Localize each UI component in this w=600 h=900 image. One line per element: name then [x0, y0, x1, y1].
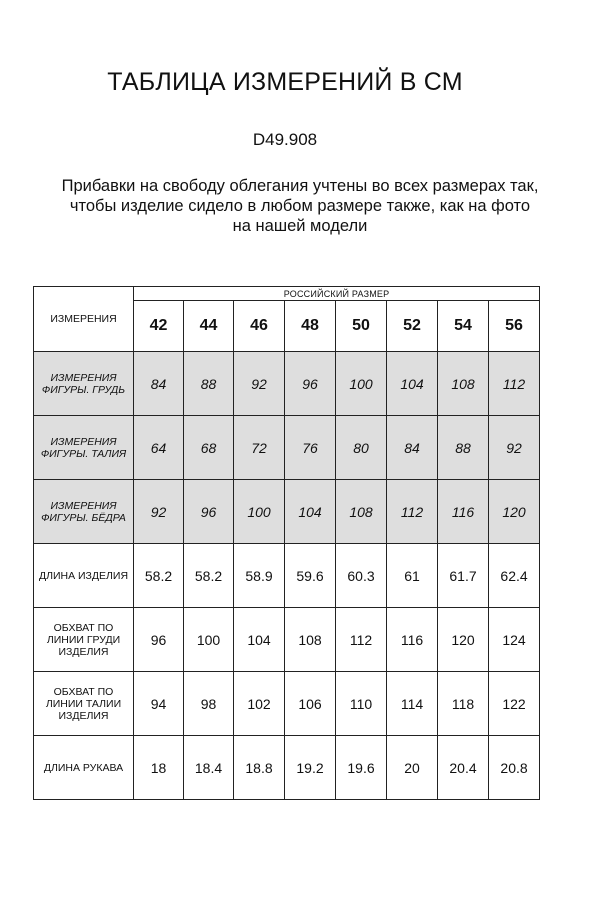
value-cell: 84	[387, 416, 438, 480]
value-cell: 64	[134, 416, 184, 480]
value-cell: 88	[184, 352, 234, 416]
fit-note-line: Прибавки на свободу облегания учтены во всех размерах так,	[61, 177, 539, 195]
value-cell: 19.2	[285, 736, 336, 800]
value-cell: 110	[336, 672, 387, 736]
value-cell: 122	[489, 672, 540, 736]
size-cell: 42	[134, 301, 184, 352]
row-label: ДЛИНА РУКАВА	[34, 736, 134, 800]
value-cell: 116	[387, 608, 438, 672]
page-title: ТАБЛИЦА ИЗМЕРЕНИЙ В СМ	[107, 68, 463, 96]
value-cell: 104	[234, 608, 285, 672]
table-row	[34, 544, 540, 608]
value-cell: 61.7	[438, 544, 489, 608]
value-cell: 100	[234, 480, 285, 544]
product-code: D49.908	[252, 130, 318, 149]
value-cell: 92	[234, 352, 285, 416]
value-cell: 100	[336, 352, 387, 416]
value-cell: 68	[184, 416, 234, 480]
value-cell: 108	[336, 480, 387, 544]
group-header: РОССИЙСКИЙ РАЗМЕР	[134, 287, 540, 301]
fit-note-line: на нашей модели	[232, 217, 368, 235]
value-cell: 76	[285, 416, 336, 480]
row-label: ИЗМЕРЕНИЯ ФИГУРЫ. ТАЛИЯ	[34, 416, 134, 480]
size-cell: 44	[184, 301, 234, 352]
row-label: ОБХВАТ ПО ЛИНИИ ГРУДИ ИЗДЕЛИЯ	[34, 608, 134, 672]
value-cell: 114	[387, 672, 438, 736]
value-cell: 18	[134, 736, 184, 800]
table-row	[34, 608, 540, 672]
value-cell: 96	[184, 480, 234, 544]
value-cell: 92	[134, 480, 184, 544]
value-cell: 59.6	[285, 544, 336, 608]
value-cell: 20.4	[438, 736, 489, 800]
value-cell: 116	[438, 480, 489, 544]
value-cell: 60.3	[336, 544, 387, 608]
value-cell: 58.2	[184, 544, 234, 608]
value-cell: 92	[489, 416, 540, 480]
value-cell: 62.4	[489, 544, 540, 608]
corner-label: ИЗМЕРЕНИЯ	[34, 287, 134, 352]
size-cell: 48	[285, 301, 336, 352]
size-cell: 54	[438, 301, 489, 352]
value-cell: 104	[387, 352, 438, 416]
value-cell: 58.2	[134, 544, 184, 608]
value-cell: 19.6	[336, 736, 387, 800]
value-cell: 124	[489, 608, 540, 672]
value-cell: 96	[285, 352, 336, 416]
value-cell: 88	[438, 416, 489, 480]
row-label: ИЗМЕРЕНИЯ ФИГУРЫ. ГРУДЬ	[34, 352, 134, 416]
value-cell: 108	[285, 608, 336, 672]
value-cell: 72	[234, 416, 285, 480]
table-row	[34, 672, 540, 736]
value-cell: 102	[234, 672, 285, 736]
value-cell: 94	[134, 672, 184, 736]
value-cell: 98	[184, 672, 234, 736]
value-cell: 118	[438, 672, 489, 736]
table-row	[34, 416, 540, 480]
value-cell: 20	[387, 736, 438, 800]
fit-note-line: чтобы изделие сидело в любом размере также, как на фото	[69, 197, 531, 215]
size-header-row	[34, 287, 540, 301]
value-cell: 80	[336, 416, 387, 480]
row-label: ДЛИНА ИЗДЕЛИЯ	[34, 544, 134, 608]
size-cell: 56	[489, 301, 540, 352]
table-row	[34, 352, 540, 416]
value-cell: 112	[489, 352, 540, 416]
value-cell: 112	[387, 480, 438, 544]
size-cell: 50	[336, 301, 387, 352]
value-cell: 96	[134, 608, 184, 672]
size-table	[33, 286, 540, 800]
size-cell: 52	[387, 301, 438, 352]
table-row	[34, 736, 540, 800]
value-cell: 18.4	[184, 736, 234, 800]
table-row	[34, 480, 540, 544]
value-cell: 20.8	[489, 736, 540, 800]
value-cell: 18.8	[234, 736, 285, 800]
row-label: ОБХВАТ ПО ЛИНИИ ТАЛИИ ИЗДЕЛИЯ	[34, 672, 134, 736]
value-cell: 58.9	[234, 544, 285, 608]
value-cell: 108	[438, 352, 489, 416]
value-cell: 112	[336, 608, 387, 672]
value-cell: 106	[285, 672, 336, 736]
fit-note	[20, 176, 580, 236]
value-cell: 84	[134, 352, 184, 416]
value-cell: 104	[285, 480, 336, 544]
size-cell: 46	[234, 301, 285, 352]
row-label: ИЗМЕРЕНИЯ ФИГУРЫ. БЁДРА	[34, 480, 134, 544]
value-cell: 120	[489, 480, 540, 544]
value-cell: 61	[387, 544, 438, 608]
value-cell: 100	[184, 608, 234, 672]
value-cell: 120	[438, 608, 489, 672]
